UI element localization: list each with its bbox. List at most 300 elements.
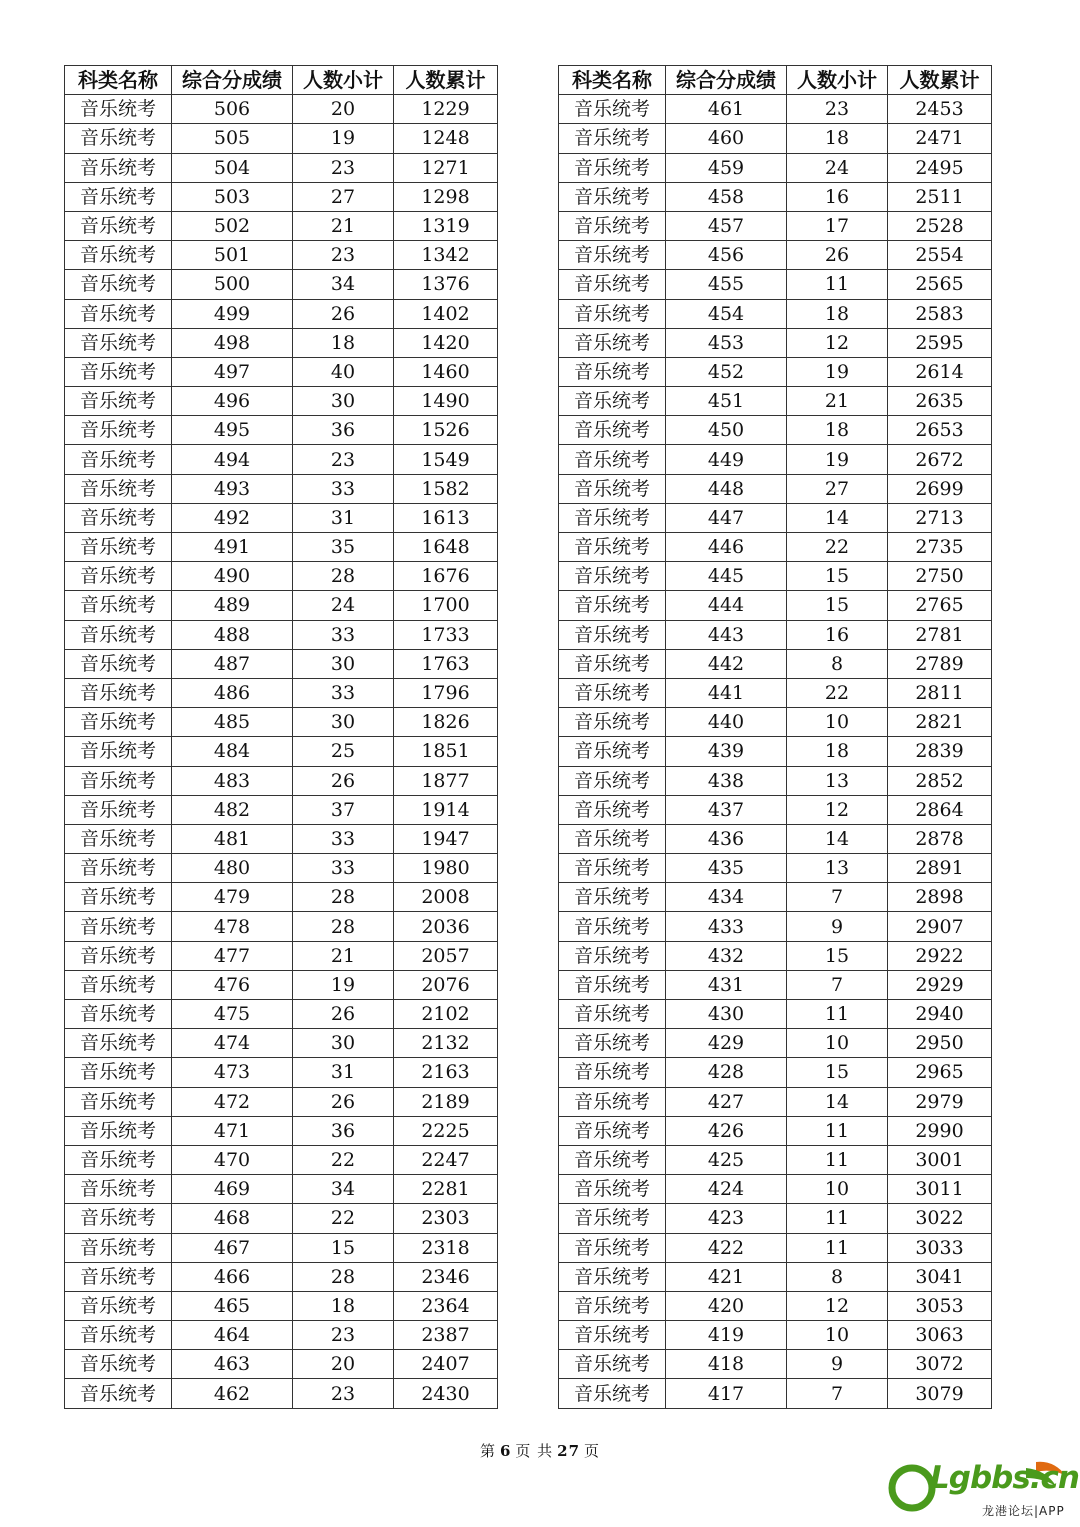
score-cell: 417 — [666, 1379, 787, 1408]
subject-cell: 音乐统考 — [559, 883, 666, 912]
score-cell: 428 — [666, 1058, 787, 1087]
subject-cell: 音乐统考 — [559, 533, 666, 562]
count-cell: 23 — [787, 95, 888, 124]
subject-cell: 音乐统考 — [65, 1350, 172, 1379]
table-row — [65, 912, 498, 941]
subject-cell: 音乐统考 — [65, 1029, 172, 1058]
table-row — [559, 620, 992, 649]
count-cell: 26 — [787, 241, 888, 270]
subject-cell: 音乐统考 — [65, 591, 172, 620]
subject-cell: 音乐统考 — [559, 591, 666, 620]
column-header: 人数小计 — [293, 66, 394, 95]
cumulative-cell: 2789 — [888, 649, 992, 678]
cumulative-cell: 2281 — [394, 1175, 498, 1204]
subject-cell: 音乐统考 — [65, 387, 172, 416]
cumulative-cell: 2750 — [888, 562, 992, 591]
table-row — [559, 503, 992, 532]
subject-cell: 音乐统考 — [559, 474, 666, 503]
table-row — [559, 1058, 992, 1087]
count-cell: 15 — [787, 941, 888, 970]
count-cell: 33 — [293, 620, 394, 649]
score-cell: 441 — [666, 678, 787, 707]
count-cell: 30 — [293, 387, 394, 416]
subject-cell: 音乐统考 — [65, 241, 172, 270]
subject-cell: 音乐统考 — [65, 445, 172, 474]
table-row — [65, 357, 498, 386]
subject-cell: 音乐统考 — [559, 124, 666, 153]
cumulative-cell: 2929 — [888, 970, 992, 999]
count-cell: 27 — [293, 182, 394, 211]
count-cell: 35 — [293, 533, 394, 562]
count-cell: 18 — [787, 299, 888, 328]
count-cell: 22 — [787, 533, 888, 562]
subject-cell: 音乐统考 — [559, 1058, 666, 1087]
table-row — [559, 708, 992, 737]
subject-cell: 音乐统考 — [65, 503, 172, 532]
table-row — [65, 1116, 498, 1145]
score-cell: 471 — [172, 1116, 293, 1145]
score-cell: 421 — [666, 1262, 787, 1291]
count-cell: 18 — [787, 416, 888, 445]
cumulative-cell: 1648 — [394, 533, 498, 562]
count-cell: 19 — [293, 970, 394, 999]
cumulative-cell: 2765 — [888, 591, 992, 620]
table-row — [65, 1204, 498, 1233]
count-cell: 22 — [787, 678, 888, 707]
cumulative-cell: 1460 — [394, 357, 498, 386]
score-cell: 429 — [666, 1029, 787, 1058]
count-cell: 14 — [787, 1087, 888, 1116]
cumulative-cell: 2189 — [394, 1087, 498, 1116]
table-row — [559, 182, 992, 211]
subject-cell: 音乐统考 — [559, 649, 666, 678]
cumulative-cell: 2922 — [888, 941, 992, 970]
score-cell: 426 — [666, 1116, 787, 1145]
count-cell: 10 — [787, 1321, 888, 1350]
count-cell: 26 — [293, 766, 394, 795]
cumulative-cell: 1490 — [394, 387, 498, 416]
cumulative-cell: 3072 — [888, 1350, 992, 1379]
cumulative-cell: 1733 — [394, 620, 498, 649]
cumulative-cell: 2495 — [888, 153, 992, 182]
count-cell: 12 — [787, 795, 888, 824]
cumulative-cell: 2318 — [394, 1233, 498, 1262]
count-cell: 18 — [787, 124, 888, 153]
cumulative-cell: 1549 — [394, 445, 498, 474]
count-cell: 28 — [293, 562, 394, 591]
score-cell: 447 — [666, 503, 787, 532]
subject-cell: 音乐统考 — [65, 270, 172, 299]
table-row — [65, 299, 498, 328]
cumulative-cell: 2864 — [888, 795, 992, 824]
count-cell: 13 — [787, 854, 888, 883]
score-cell: 423 — [666, 1204, 787, 1233]
table-row — [559, 299, 992, 328]
score-cell: 478 — [172, 912, 293, 941]
subject-cell: 音乐统考 — [65, 533, 172, 562]
score-cell: 420 — [666, 1291, 787, 1320]
count-cell: 28 — [293, 912, 394, 941]
subject-cell: 音乐统考 — [559, 1175, 666, 1204]
count-cell: 26 — [293, 1000, 394, 1029]
subject-cell: 音乐统考 — [559, 970, 666, 999]
cumulative-cell: 3063 — [888, 1321, 992, 1350]
subject-cell: 音乐统考 — [65, 562, 172, 591]
subject-cell: 音乐统考 — [65, 211, 172, 240]
count-cell: 11 — [787, 270, 888, 299]
table-row — [559, 1262, 992, 1291]
cumulative-cell: 2735 — [888, 533, 992, 562]
table-row — [559, 737, 992, 766]
cumulative-cell: 1582 — [394, 474, 498, 503]
score-cell: 486 — [172, 678, 293, 707]
subject-cell: 音乐统考 — [559, 824, 666, 853]
score-table-right — [558, 65, 992, 1409]
count-cell: 12 — [787, 1291, 888, 1320]
table-row — [559, 1145, 992, 1174]
count-cell: 7 — [787, 970, 888, 999]
column-header: 科类名称 — [65, 66, 172, 95]
score-cell: 461 — [666, 95, 787, 124]
cumulative-cell: 2898 — [888, 883, 992, 912]
table-row — [559, 1233, 992, 1262]
score-cell: 448 — [666, 474, 787, 503]
count-cell: 28 — [293, 883, 394, 912]
cumulative-cell: 2614 — [888, 357, 992, 386]
count-cell: 14 — [787, 503, 888, 532]
count-cell: 14 — [787, 824, 888, 853]
footer-suffix: 页 — [584, 1442, 601, 1460]
table-row — [559, 153, 992, 182]
table-row — [559, 883, 992, 912]
cumulative-cell: 1826 — [394, 708, 498, 737]
score-cell: 480 — [172, 854, 293, 883]
table-row — [559, 1175, 992, 1204]
count-cell: 18 — [293, 1291, 394, 1320]
score-cell: 418 — [666, 1350, 787, 1379]
table-row — [65, 1350, 498, 1379]
column-header: 综合分成绩 — [172, 66, 293, 95]
count-cell: 33 — [293, 854, 394, 883]
subject-cell: 音乐统考 — [559, 387, 666, 416]
footer-prefix: 第 — [479, 1442, 496, 1460]
cumulative-cell: 1229 — [394, 95, 498, 124]
score-cell: 439 — [666, 737, 787, 766]
score-cell: 491 — [172, 533, 293, 562]
cumulative-cell: 1947 — [394, 824, 498, 853]
count-cell: 18 — [293, 328, 394, 357]
score-cell: 449 — [666, 445, 787, 474]
count-cell: 26 — [293, 1087, 394, 1116]
count-cell: 23 — [293, 1321, 394, 1350]
table-row — [65, 854, 498, 883]
score-cell: 430 — [666, 1000, 787, 1029]
count-cell: 10 — [787, 1175, 888, 1204]
cumulative-cell: 2430 — [394, 1379, 498, 1408]
cumulative-cell: 1402 — [394, 299, 498, 328]
count-cell: 15 — [787, 591, 888, 620]
subject-cell: 音乐统考 — [559, 211, 666, 240]
subject-cell: 音乐统考 — [65, 95, 172, 124]
score-cell: 490 — [172, 562, 293, 591]
table-row — [559, 562, 992, 591]
score-cell: 467 — [172, 1233, 293, 1262]
table-header-row — [559, 66, 992, 95]
table-row — [65, 766, 498, 795]
cumulative-cell: 1319 — [394, 211, 498, 240]
subject-cell: 音乐统考 — [65, 1058, 172, 1087]
subject-cell: 音乐统考 — [65, 1175, 172, 1204]
count-cell: 21 — [293, 211, 394, 240]
cumulative-cell: 2713 — [888, 503, 992, 532]
table-row — [65, 1175, 498, 1204]
cumulative-cell: 2635 — [888, 387, 992, 416]
subject-cell: 音乐统考 — [559, 416, 666, 445]
score-cell: 473 — [172, 1058, 293, 1087]
subject-cell: 音乐统考 — [65, 153, 172, 182]
table-row — [65, 503, 498, 532]
score-cell: 502 — [172, 211, 293, 240]
score-cell: 482 — [172, 795, 293, 824]
score-cell: 463 — [172, 1350, 293, 1379]
footer-total-pages: 27 — [557, 1442, 581, 1460]
table-row — [559, 416, 992, 445]
table-row — [559, 1029, 992, 1058]
table-row — [559, 241, 992, 270]
subject-cell: 音乐统考 — [559, 95, 666, 124]
count-cell: 40 — [293, 357, 394, 386]
score-cell: 442 — [666, 649, 787, 678]
score-cell: 452 — [666, 357, 787, 386]
table-row — [559, 591, 992, 620]
table-row — [559, 766, 992, 795]
score-cell: 422 — [666, 1233, 787, 1262]
score-cell: 437 — [666, 795, 787, 824]
table-row — [559, 124, 992, 153]
cumulative-cell: 2595 — [888, 328, 992, 357]
subject-cell: 音乐统考 — [559, 795, 666, 824]
subject-cell: 音乐统考 — [65, 474, 172, 503]
cumulative-cell: 3053 — [888, 1291, 992, 1320]
score-cell: 503 — [172, 182, 293, 211]
cumulative-cell: 1526 — [394, 416, 498, 445]
footer-page-number: 6 — [499, 1442, 512, 1460]
score-cell: 488 — [172, 620, 293, 649]
subject-cell: 音乐统考 — [65, 766, 172, 795]
table-row — [65, 533, 498, 562]
table-row — [65, 1058, 498, 1087]
subject-cell: 音乐统考 — [559, 737, 666, 766]
count-cell: 15 — [787, 1058, 888, 1087]
cumulative-cell: 2839 — [888, 737, 992, 766]
count-cell: 30 — [293, 1029, 394, 1058]
cumulative-cell: 2364 — [394, 1291, 498, 1320]
table-row — [65, 124, 498, 153]
table-row — [65, 1379, 498, 1408]
table-row — [559, 533, 992, 562]
cumulative-cell: 1342 — [394, 241, 498, 270]
score-cell: 431 — [666, 970, 787, 999]
subject-cell: 音乐统考 — [65, 416, 172, 445]
table-row — [65, 678, 498, 707]
count-cell: 33 — [293, 824, 394, 853]
score-cell: 476 — [172, 970, 293, 999]
count-cell: 19 — [293, 124, 394, 153]
subject-cell: 音乐统考 — [65, 357, 172, 386]
score-cell: 498 — [172, 328, 293, 357]
subject-cell: 音乐统考 — [65, 708, 172, 737]
score-cell: 446 — [666, 533, 787, 562]
cumulative-cell: 2036 — [394, 912, 498, 941]
count-cell: 23 — [293, 241, 394, 270]
table-row — [65, 1321, 498, 1350]
count-cell: 11 — [787, 1145, 888, 1174]
count-cell: 21 — [787, 387, 888, 416]
count-cell: 9 — [787, 912, 888, 941]
cumulative-cell: 2653 — [888, 416, 992, 445]
table-row — [65, 1291, 498, 1320]
footer-middle: 页 共 — [515, 1442, 554, 1460]
table-row — [65, 416, 498, 445]
subject-cell: 音乐统考 — [559, 1379, 666, 1408]
table-row — [65, 241, 498, 270]
subject-cell: 音乐统考 — [65, 328, 172, 357]
count-cell: 31 — [293, 1058, 394, 1087]
subject-cell: 音乐统考 — [65, 854, 172, 883]
table-row — [559, 1379, 992, 1408]
watermark-subtitle: 龙港论坛|APP — [982, 1504, 1065, 1518]
watermark-logo-text: Lgbbs.cn — [930, 1460, 1079, 1496]
table-row — [65, 445, 498, 474]
score-cell: 474 — [172, 1029, 293, 1058]
cumulative-cell: 1248 — [394, 124, 498, 153]
score-cell: 481 — [172, 824, 293, 853]
cumulative-cell: 1376 — [394, 270, 498, 299]
subject-cell: 音乐统考 — [559, 1000, 666, 1029]
table-row — [559, 795, 992, 824]
cumulative-cell: 3033 — [888, 1233, 992, 1262]
table-row — [65, 95, 498, 124]
cumulative-cell: 1980 — [394, 854, 498, 883]
subject-cell: 音乐统考 — [65, 1000, 172, 1029]
table-row — [559, 387, 992, 416]
score-cell: 424 — [666, 1175, 787, 1204]
subject-cell: 音乐统考 — [65, 678, 172, 707]
score-cell: 493 — [172, 474, 293, 503]
score-cell: 492 — [172, 503, 293, 532]
count-cell: 30 — [293, 708, 394, 737]
count-cell: 17 — [787, 211, 888, 240]
cumulative-cell: 2511 — [888, 182, 992, 211]
column-header: 人数累计 — [888, 66, 992, 95]
subject-cell: 音乐统考 — [559, 270, 666, 299]
count-cell: 11 — [787, 1116, 888, 1145]
score-cell: 485 — [172, 708, 293, 737]
column-header: 科类名称 — [559, 66, 666, 95]
subject-cell: 音乐统考 — [559, 1262, 666, 1291]
count-cell: 15 — [787, 562, 888, 591]
subject-cell: 音乐统考 — [65, 1204, 172, 1233]
cumulative-cell: 2008 — [394, 883, 498, 912]
subject-cell: 音乐统考 — [65, 1379, 172, 1408]
score-cell: 489 — [172, 591, 293, 620]
table-row — [65, 1233, 498, 1262]
table-row — [559, 1000, 992, 1029]
score-cell: 462 — [172, 1379, 293, 1408]
score-cell: 497 — [172, 357, 293, 386]
score-cell: 501 — [172, 241, 293, 270]
score-cell: 454 — [666, 299, 787, 328]
score-cell: 451 — [666, 387, 787, 416]
cumulative-cell: 3079 — [888, 1379, 992, 1408]
score-cell: 494 — [172, 445, 293, 474]
cumulative-cell: 2163 — [394, 1058, 498, 1087]
cumulative-cell: 2979 — [888, 1087, 992, 1116]
table-row — [65, 562, 498, 591]
score-cell: 432 — [666, 941, 787, 970]
table-row — [559, 649, 992, 678]
subject-cell: 音乐统考 — [559, 678, 666, 707]
subject-cell: 音乐统考 — [559, 328, 666, 357]
cumulative-cell: 2821 — [888, 708, 992, 737]
subject-cell: 音乐统考 — [65, 824, 172, 853]
cumulative-cell: 2225 — [394, 1116, 498, 1145]
score-cell: 438 — [666, 766, 787, 795]
cumulative-cell: 1271 — [394, 153, 498, 182]
score-cell: 453 — [666, 328, 787, 357]
count-cell: 37 — [293, 795, 394, 824]
cumulative-cell: 2554 — [888, 241, 992, 270]
subject-cell: 音乐统考 — [559, 182, 666, 211]
table-row — [559, 211, 992, 240]
score-cell: 469 — [172, 1175, 293, 1204]
cumulative-cell: 1877 — [394, 766, 498, 795]
score-cell: 450 — [666, 416, 787, 445]
count-cell: 30 — [293, 649, 394, 678]
table-row — [65, 970, 498, 999]
score-cell: 444 — [666, 591, 787, 620]
cumulative-cell: 2076 — [394, 970, 498, 999]
score-cell: 470 — [172, 1145, 293, 1174]
count-cell: 24 — [293, 591, 394, 620]
cumulative-cell: 1298 — [394, 182, 498, 211]
subject-cell: 音乐统考 — [65, 1145, 172, 1174]
table-row — [65, 328, 498, 357]
cumulative-cell: 2453 — [888, 95, 992, 124]
table-row — [559, 678, 992, 707]
subject-cell: 音乐统考 — [65, 1087, 172, 1116]
score-cell: 483 — [172, 766, 293, 795]
count-cell: 20 — [293, 95, 394, 124]
table-row — [65, 182, 498, 211]
table-row — [65, 883, 498, 912]
score-cell: 505 — [172, 124, 293, 153]
score-cell: 484 — [172, 737, 293, 766]
table-row — [65, 737, 498, 766]
cumulative-cell: 2672 — [888, 445, 992, 474]
score-cell: 504 — [172, 153, 293, 182]
table-row — [559, 941, 992, 970]
count-cell: 34 — [293, 270, 394, 299]
count-cell: 18 — [787, 737, 888, 766]
subject-cell: 音乐统考 — [65, 620, 172, 649]
count-cell: 12 — [787, 328, 888, 357]
cumulative-cell: 2950 — [888, 1029, 992, 1058]
subject-cell: 音乐统考 — [65, 883, 172, 912]
count-cell: 16 — [787, 182, 888, 211]
count-cell: 36 — [293, 1116, 394, 1145]
table-row — [65, 1029, 498, 1058]
